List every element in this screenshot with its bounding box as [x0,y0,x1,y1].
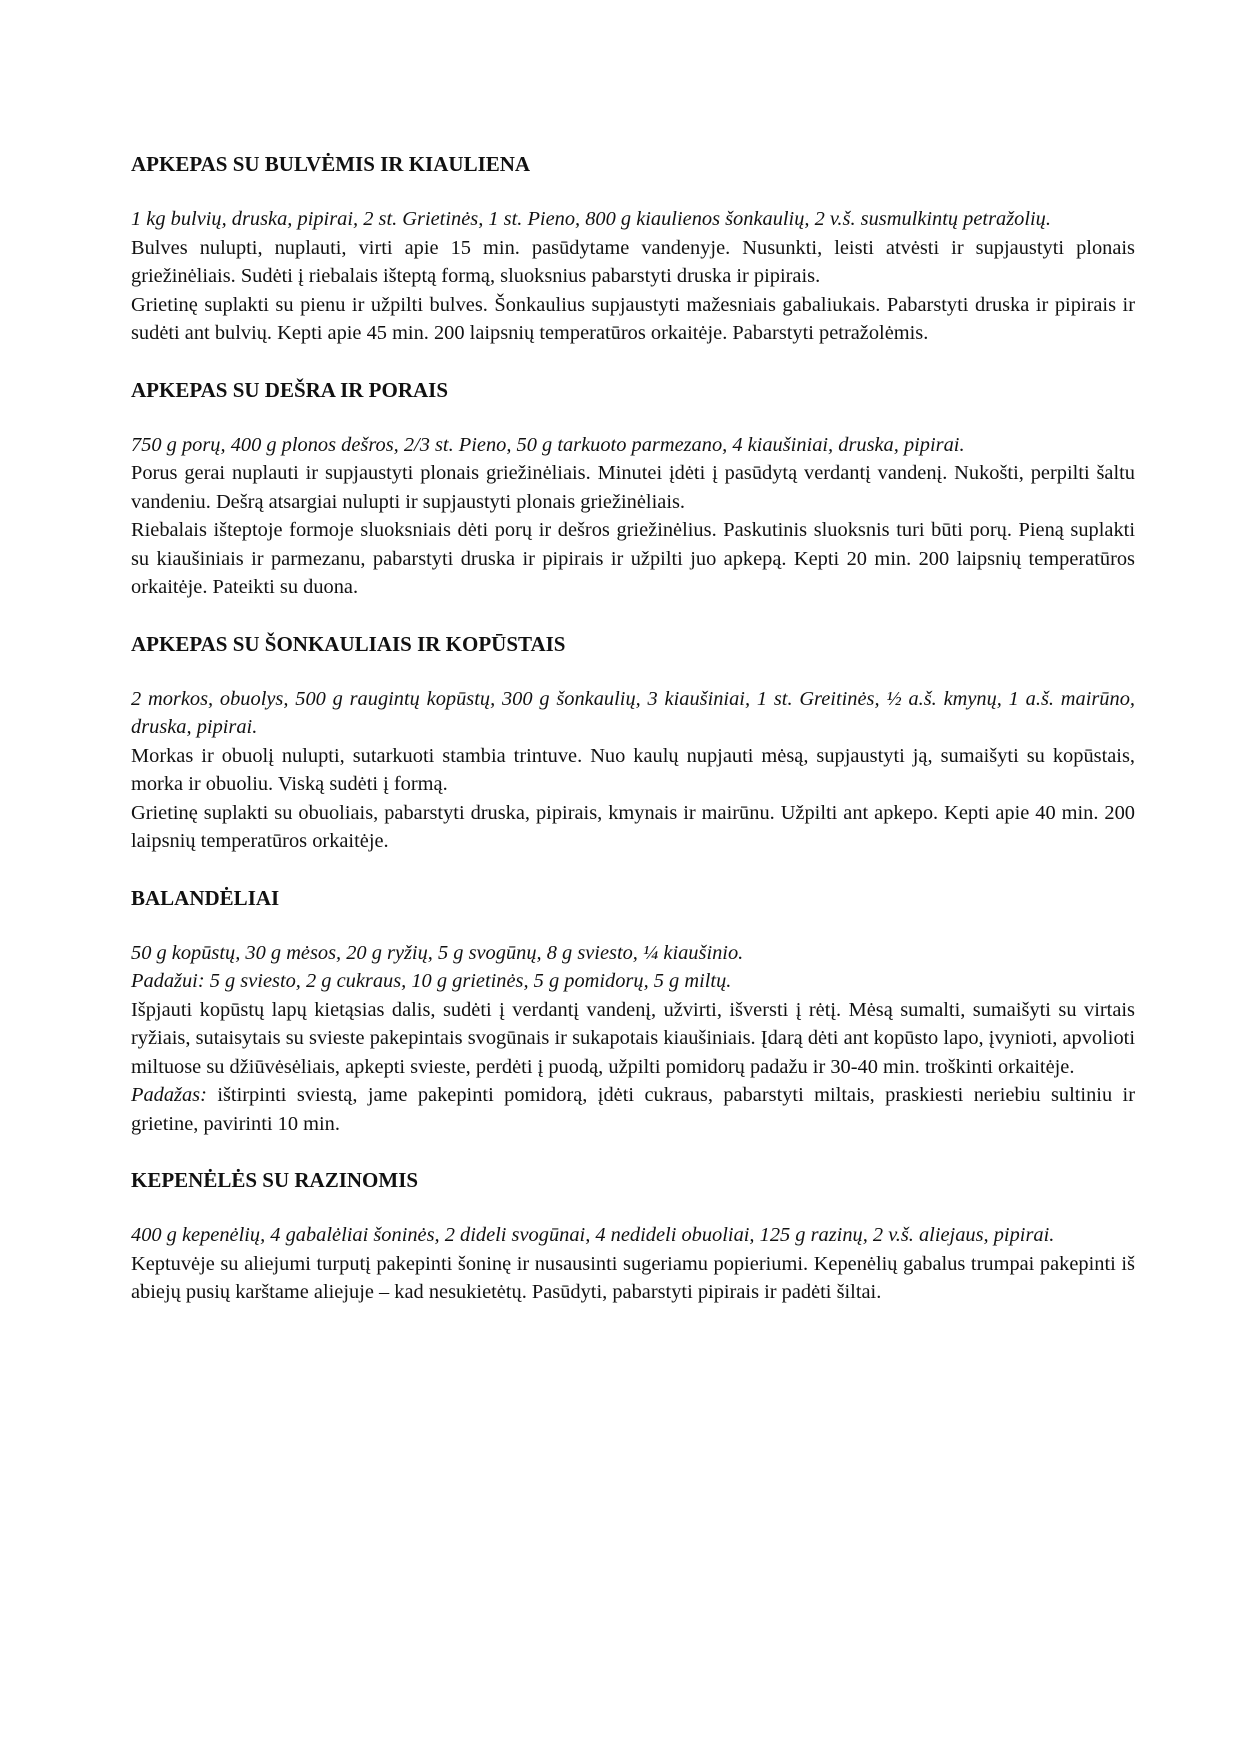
instruction-paragraph: Grietinę suplakti su obuoliais, pabarstyti druska, pipirais, kmynais ir mairūnu. Užpilti ant apkepo. Kepti apie 40 min. 200 laipsnių temperatūros orkaitėje. [131,801,1135,852]
sauce-label: Padažas: [131,1084,207,1106]
recipe-title: APKEPAS SU ŠONKAULIAIS IR KOPŪSTAIS [131,631,566,656]
instruction-paragraph: Porus gerai nuplauti ir supjaustyti plonais griežinėliais. Minutei įdėti į pasūdytą verdantį vandenį. Nukošti, perpilti šaltu vandeniu. Dešrą atsargiai nulupti ir supjaustyti plonais griežinėliais. [131,462,1135,513]
document-page [131,150,1135,1335]
sauce-ingredients-list: Padažui: 5 g sviesto, 2 g cukraus, 10 g grietinės, 5 g pomidorų, 5 g miltų. [131,970,732,992]
ingredients-list: 750 g porų, 400 g plonos dešros, 2/3 st. Pieno, 50 g tarkuoto parmezano, 4 kiaušiniai, druska, pipirai. [131,433,965,456]
ingredients-list: 1 kg bulvių, druska, pipirai, 2 st. Grietinės, 1 st. Pieno, 800 g kiaulienos šonkaulių, 2 v.š. susmulkintų petražolių. [131,208,1051,230]
recipe-title: KEPENĖLĖS SU RAZINOMIS [131,1168,419,1192]
recipe-title: BALANDĖLIAI [131,885,280,910]
sauce-instructions [131,1081,1135,1138]
recipe-balandeliai [131,884,1135,1139]
instruction-paragraph: Grietinę suplakti su pienu ir užpilti bulves. Šonkaulius supjaustyti mažesniais gabaliukais. Pabarstyti druska ir pipirais ir sudėti ant bulvių. Kepti apie 45 min. 200 laipsnių temperatūros orkaitėje. Pabarstyti petražolėmis. [131,293,1135,344]
recipe-apkepas-su-bulvemis [131,150,1135,348]
instruction-paragraph: Išpjauti kopūstų lapų kietąsias dalis, sudėti į verdantį vandenį, užvirti, išversti į rėtį. Mėsą sumalti, sumaišyti su virtais ryžiais, sutaisytais su svieste pakepintais svogūnais ir sukapotais kiaušiniais. Įdarą dėti ant kopūsto lapo, įvynioti, apvolioti miltuose su džiūvėsėliais, apkepti svieste, perdėti į puodą, užpilti pomidorų padažu ir 30-40 min. troškinti orkaitėje. [131,998,1135,1078]
recipe-apkepas-su-sonkauliais [131,630,1135,856]
instruction-paragraph: Riebalais išteptoje formoje sluoksniais dėti porų ir dešros griežinėlius. Paskutinis sluoksnis turi būti porų. Pieną suplakti su kiaušiniais ir parmezanu, pabarstyti druska ir pipirais ir užpilti juo apkepą. Kepti 20 min. 200 laipsnių temperatūros orkaitėje. Pateikti su duona. [131,519,1135,598]
sauce-text: ištirpinti sviestą, jame pakepinti pomidorą, įdėti cukraus, pabarstyti miltais, praskiesti neriebiu sultiniu ir grietine, pavirinti 10 min. [131,1084,1135,1135]
recipe-title: APKEPAS SU DEŠRA IR PORAIS [131,377,448,402]
recipe-apkepas-su-desra [131,376,1135,602]
ingredients-list: 2 morkos, obuolys, 500 g raugintų kopūstų, 300 g šonkaulių, 3 kiaušiniai, 1 st. Greitinės, ½ a.š. kmynų, 1 a.š. mairūno, druska, pipirai. [131,687,1135,738]
ingredients-list: 400 g kepenėlių, 4 gabalėliai šoninės, 2 dideli svogūnai, 4 nedideli obuoliai, 125 g razinų, 2 v.š. aliejaus, pipirai. [131,1224,1055,1246]
recipe-title: APKEPAS SU BULVĖMIS IR KIAULIENA [131,152,531,176]
instruction-paragraph: Keptuvėje su aliejumi turputį pakepinti šoninę ir nusausinti sugeriamu popieriumi. Kepenėlių gabalus trumpai pakepinti iš abiejų pusių karštame aliejuje – kad nesukietėtų. Pasūdyti, pabarstyti pipirais ir padėti šiltai. [131,1252,1135,1303]
recipe-kepeneles-su-razinomis [131,1166,1135,1307]
instruction-paragraph: Bulves nulupti, nuplauti, virti apie 15 min. pasūdytame vandenyje. Nusunkti, leisti atvėsti ir supjaustyti plonais griežinėliais. Sudėti į riebalais išteptą formą, sluoksnius pabarstyti druska ir pipirais. [131,236,1135,287]
ingredients-list: 50 g kopūstų, 30 g mėsos, 20 g ryžių, 5 g svogūnų, 8 g sviesto, ¼ kiaušinio. [131,941,744,964]
instruction-paragraph: Morkas ir obuolį nulupti, sutarkuoti stambia trintuve. Nuo kaulų nupjauti mėsą, supjaustyti ją, sumaišyti su kopūstais, morka ir obuoliu. Viską sudėti į formą. [131,744,1135,795]
